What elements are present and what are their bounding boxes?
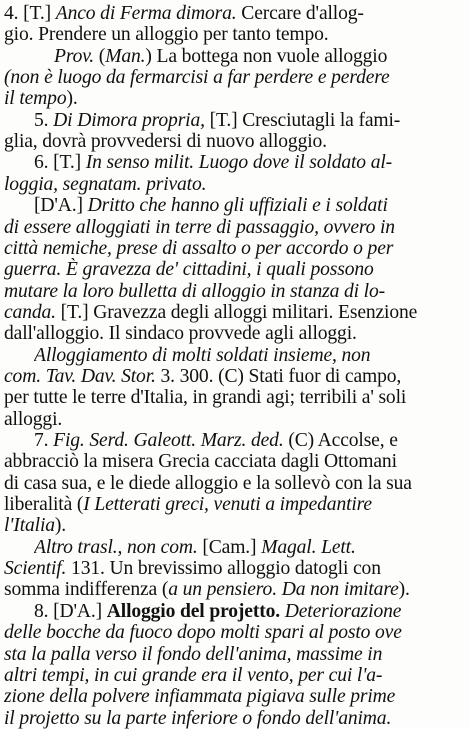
text-line bbox=[4, 23, 464, 47]
text-line bbox=[34, 429, 464, 453]
text-segment: per tutte le terre d'Italia, in grandi agi; terribili a' soli bbox=[4, 387, 407, 409]
text-segment: Prov. bbox=[54, 45, 95, 67]
text-segment: Scientif. bbox=[4, 558, 67, 580]
text-segment: com. Tav. Dav. Stor. bbox=[4, 365, 156, 387]
text-line bbox=[4, 472, 464, 496]
text-segment: ). bbox=[54, 515, 67, 537]
text-line bbox=[4, 557, 464, 581]
text-segment: Cercare d'allog- bbox=[236, 3, 364, 24]
text-line bbox=[4, 450, 464, 474]
text-segment: il tempo bbox=[4, 88, 67, 110]
text-segment: 131. Un brevissimo alloggio datogli con bbox=[66, 558, 381, 580]
text-line bbox=[4, 2, 464, 26]
text-segment: [Cam.] bbox=[197, 536, 262, 558]
text-segment: Fig. Serd. Galeott. Marz. ded. bbox=[53, 430, 284, 451]
text-line bbox=[4, 707, 464, 730]
text-segment: a un pensiero. Da non imitare bbox=[168, 579, 399, 601]
text-segment: ). bbox=[398, 579, 410, 601]
text-line bbox=[4, 87, 464, 111]
text-line bbox=[4, 643, 464, 667]
text-segment: glia, dovrà provvedersi di nuovo alloggio. bbox=[4, 131, 327, 153]
text-segment: 6. [T.] bbox=[34, 152, 86, 174]
text-segment: 3. 300. (C) Stati fuor di campo, bbox=[155, 365, 402, 387]
text-segment: dall'alloggio. Il sindaco provvede agli alloggi. bbox=[4, 323, 357, 345]
text-segment: Deteriorazione bbox=[284, 600, 402, 622]
text-line bbox=[4, 493, 464, 517]
text-segment: Alloggiamento di molti soldati insieme, non bbox=[34, 344, 371, 366]
text-segment: I Letterati greci, venuti a impedantire bbox=[83, 494, 372, 516]
text-segment: ) La bottega non vuole alloggio bbox=[145, 45, 388, 67]
text-line bbox=[4, 365, 464, 389]
text-line bbox=[4, 173, 464, 197]
text-segment: liberalità ( bbox=[4, 494, 84, 516]
text-segment: In senso milit. Luogo dove il soldato al- bbox=[85, 152, 393, 174]
text-segment: 8. [D'A.] bbox=[34, 600, 107, 622]
text-segment: Dritto che hanno gli uffiziali e i soldati bbox=[87, 195, 388, 217]
text-segment: alloggi. bbox=[4, 408, 63, 430]
text-segment: ). bbox=[66, 88, 78, 110]
text-segment: ( bbox=[94, 45, 106, 67]
text-line bbox=[54, 45, 464, 69]
text-line bbox=[34, 109, 464, 133]
text-segment: (C) Accolse, e bbox=[283, 430, 398, 451]
text-segment: di essere alloggiati in terre di passaggio, ovvero in bbox=[4, 216, 395, 238]
text-segment: altri tempi, in cui grande era il vento, per cui l'a- bbox=[4, 664, 383, 686]
text-line bbox=[4, 514, 464, 538]
text-line bbox=[4, 237, 464, 261]
text-segment: Di Dimora propria, bbox=[53, 109, 205, 131]
text-segment: [T.] Cresciutagli la fami- bbox=[204, 109, 401, 131]
text-line bbox=[4, 258, 464, 282]
text-segment: l'Italia bbox=[4, 515, 55, 537]
text-segment: 7. bbox=[34, 430, 54, 451]
text-line bbox=[34, 344, 464, 368]
text-segment: [T.] Gravezza degli alloggi militari. Esenzione bbox=[55, 301, 418, 323]
text-line bbox=[4, 685, 464, 709]
text-segment: Magal. Lett. bbox=[261, 536, 356, 558]
text-line bbox=[4, 408, 464, 432]
text-segment: sta la palla verso il fondo dell'anima, massime in bbox=[4, 643, 383, 665]
text-segment: zione della polvere infiammata pigiava sulle prime bbox=[4, 686, 396, 708]
text-line bbox=[4, 280, 464, 304]
text-line bbox=[4, 66, 464, 90]
text-segment: città nemiche, prese di assalto o per accordo o per bbox=[4, 237, 394, 259]
text-line bbox=[34, 600, 464, 624]
text-line bbox=[34, 151, 464, 175]
text-segment: somma indifferenza ( bbox=[4, 579, 169, 601]
text-segment: Alloggio del projetto. bbox=[106, 600, 280, 622]
text-line bbox=[4, 664, 464, 688]
text-segment: loggia, segnatam. privato. bbox=[4, 173, 207, 195]
text-line bbox=[34, 536, 464, 560]
text-line bbox=[4, 322, 464, 346]
text-segment: di casa sua, e le diede alloggio e la sollevò con la sua bbox=[4, 472, 412, 494]
text-segment: abbracciò la misera Grecia cacciata dagli Ottomani bbox=[4, 451, 397, 473]
text-segment: Altro trasl., non com. bbox=[34, 536, 198, 558]
text-segment: 5. bbox=[34, 109, 54, 131]
text-segment: il projetto su la parte inferiore o fondo dell'anima. bbox=[4, 707, 392, 729]
text-line bbox=[4, 386, 464, 410]
text-segment: gio. Prendere un alloggio per tanto tempo. bbox=[4, 24, 329, 46]
text-segment: [D'A.] bbox=[34, 195, 88, 217]
text-segment: Man. bbox=[105, 45, 146, 67]
text-segment: canda. bbox=[4, 301, 56, 323]
text-line bbox=[4, 216, 464, 240]
text-line bbox=[4, 621, 464, 645]
text-segment: (non è luogo da fermarcisi a far perdere e perdere bbox=[4, 67, 390, 89]
text-segment: mutare la loro bulletta di alloggio in stanza di lo- bbox=[4, 280, 385, 302]
text-segment: Anco di Ferma dimora. bbox=[55, 3, 237, 24]
text-segment: 4. [T.] bbox=[4, 3, 56, 24]
text-line bbox=[4, 130, 464, 154]
text-line bbox=[34, 194, 464, 218]
text-line bbox=[4, 578, 464, 602]
text-line bbox=[4, 301, 464, 325]
text-segment: delle bocche da fuoco dopo molti spari al posto ove bbox=[4, 622, 402, 644]
text-segment: guerra. È gravezza de' cittadini, i quali possono bbox=[4, 259, 374, 281]
